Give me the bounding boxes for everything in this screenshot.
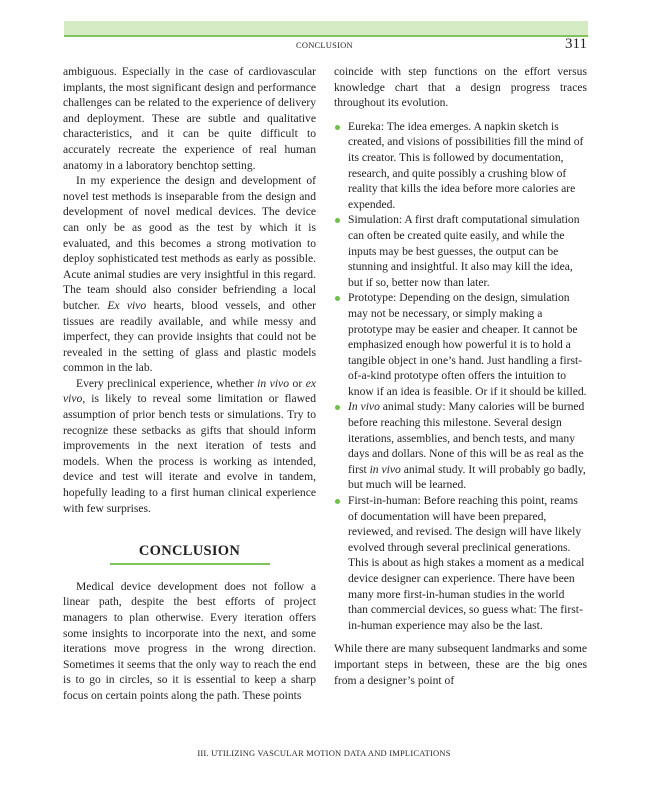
list-item-in-vivo: In vivo animal study: Many calories will be burned before reaching this milestone. Several design iterations, assemblies, and bench tests, and many days and dollars. None of this will be as real as the first in vivo animal study. It will probably go badly, but much will be learned.: [334, 399, 587, 493]
paragraph-conclusion: Medical device development does not follow a linear path, despite the best efforts of project managers to plan otherwise. Every iteration offers some insights to incorporate into the next, and some iterations move progress in the wrong direction. Sometimes it seems that the only way to reach the end is to go in circles, so it is essential to keep a sharp focus on certain points along the path. These points: [63, 579, 316, 702]
list-item-eureka: Eureka: The idea emerges. A napkin sketch is created, and visions of possibilities fill the mind of its creator. This is followed by documentation, research, and quite possibly a crushing blow of reality that kills the idea before more calories are expended.: [334, 119, 587, 213]
section-heading: [63, 544, 316, 565]
heading-underline: [110, 563, 270, 565]
paragraph-ambiguous: ambiguous. Especially in the case of cardiovascular implants, the most significant design and performance challenges can be related to the experience of delivery and deployment. These are subtle and qualitative characteristics, and it can be quite difficult to accurately recreate the experience of real human anatomy in a laboratory benchtop setting.: [63, 65, 316, 172]
paragraph-test-methods: In my experience the design and development of novel test methods is inseparable from the design and development of novel medical devices. The device can only be as good as the test by which it is evaluated, and this becomes a strong motivation to deploy sophisticated test methods as early as possible. Acute animal studies are very insightful in this regard. The team should also consider befriending a local butcher. Ex vivo hearts, blood vessels, and other tissues are readily available, and while messy and imperfect, they can provide insights that could not be revealed in the setting of glass and plastic models common in the lab.: [63, 174, 316, 375]
list-item-first-in-human: First-in-human: Before reaching this point, reams of documentation will have been prepared, reviewed, and revised. The design will have likely evolved through several preclinical generations. This is about as high stakes a moment as a medical device designer can experience. There have been many more first-in-human studies in the world than commercial devices, so guess what: The first-in-human experience may also be the last.: [334, 493, 587, 633]
list-item-simulation: Simulation: A first draft computational simulation can often be created quite easily, and while the inputs may be best guesses, the output can be stunning and insightful. It also may kill the idea, but if so, better now than later.: [334, 212, 587, 290]
footer-part-title: III. UTILIZING VASCULAR MOTION DATA AND IMPLICATIONS: [197, 748, 451, 758]
paragraph-closing: While there are many subsequent landmarks and some important steps in between, these are the big ones from a designer’s point of: [334, 642, 587, 687]
running-title: CONCLUSION: [296, 40, 353, 50]
paragraph-intro: coincide with step functions on the effort versus knowledge chart that a design progress traces throughout its evolution.: [334, 65, 587, 110]
conclusion-heading: CONCLUSION: [138, 543, 241, 560]
list-item-prototype: Prototype: Depending on the design, simulation may not be necessary, or simply making a prototype may be easier and cheaper. It cannot be emphasized enough how powerful it is to hold a tangible object in one’s hand. Just handling a first-of-a-kind prototype often offers the intuition to know if an idea is feasible. Or if it should be killed.: [334, 290, 587, 399]
header-band: [64, 21, 588, 35]
left-column: [63, 64, 316, 704]
header-rule: [64, 35, 588, 37]
page-number: 311: [565, 36, 587, 52]
milestone-list: [334, 119, 587, 634]
paragraph-preclinical: Every preclinical experience, whether in vivo or ex vivo, is likely to reveal some limitation or flawed assumption of prior bench tests or simulations. Try to recognize these setbacks as gifts that should inform improvements in the next iteration of tests and models. When the process is working as intended, device and test will iterate and evolve in tandem, hopefully leading to a first human clinical experience with few surprises.: [63, 376, 316, 515]
right-column: [334, 64, 587, 688]
